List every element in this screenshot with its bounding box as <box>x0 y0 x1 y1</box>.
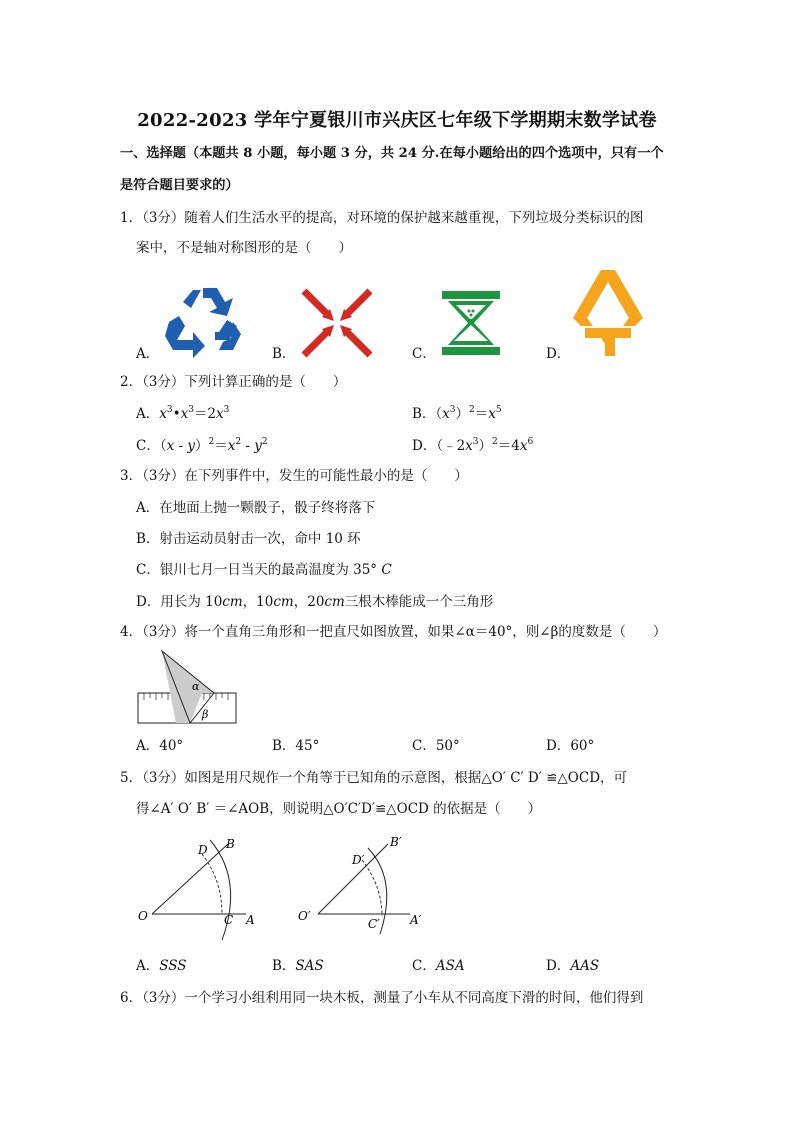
section-heading-line1: 一、选择题（本题共 8 小题，每小题 3 分，共 24 分.在每小题给出的四个选项中，只有一个 <box>120 146 664 161</box>
q5-option-d: D．AAS <box>546 958 600 974</box>
hourglass-icon <box>440 289 502 357</box>
q3-option-c: C．银川七月一日当天的最高温度为 35° C <box>136 562 392 578</box>
point-d-label: D <box>198 843 208 857</box>
q6-stem-line1: 6．（3分）一个学习小组利用同一块木板，测量了小车从不同高度下滑的时间，他们得到 <box>120 990 644 1006</box>
q2-option-b: B．$(x^3)^2=x^5$ <box>412 405 502 422</box>
page-title: 2022-2023 学年宁夏银川市兴庆区七年级下学期期末数学试卷 <box>137 110 657 131</box>
recycle-icon <box>163 282 243 358</box>
q2-option-c: C．$(x - y)^2=x^2 - y^2$ <box>136 437 268 454</box>
q4-stem: 4．（3分）将一个直角三角形和一把直尺如图放置，如果∠α＝40°，则∠β的度数是（ ） <box>120 624 667 640</box>
triangle-ruler-figure <box>136 648 240 726</box>
q5-stem-line2: 得∠A′ O′ B′ ＝∠AOB，则说明△O′C′D′≌△OCD 的依据是（ ） <box>136 801 542 817</box>
inward-arrows-icon <box>300 287 374 359</box>
point-c-prime-label: C′ <box>368 917 380 931</box>
point-o-prime-label: O′ <box>298 909 311 923</box>
q3-stem: 3．（3分）在下列事件中，发生的可能性最小的是（ ） <box>120 468 468 484</box>
q2-stem: 2．（3分）下列计算正确的是（ ） <box>120 374 347 390</box>
q2-option-d: D．$(﹣2x^3)^2=4x^6$ <box>412 437 534 454</box>
angle-construction-figure-1 <box>134 830 264 942</box>
angle-construction-figure-2 <box>294 830 434 942</box>
q2-option-a: A．$x^3•x^3=2x^3$ <box>136 405 230 422</box>
q1-stem-line2: 案中，不是轴对称图形的是（ ） <box>136 240 352 256</box>
triangle-arrows-icon <box>571 268 645 358</box>
q3-option-b: B．射击运动员射击一次，命中 10 环 <box>136 531 361 547</box>
alpha-label: α <box>192 680 200 693</box>
q1-stem-line1: 1．（3分）随着人们生活水平的提高，对环境的保护越来越重视，下列垃圾分类标识的图 <box>120 210 644 226</box>
point-o-label: O <box>138 909 148 923</box>
q5-option-b: B．SAS <box>272 958 324 974</box>
q5-option-a: A．SSS <box>136 958 187 974</box>
q4-option-a: A．40° <box>136 738 184 754</box>
point-a-prime-label: A′ <box>410 913 422 927</box>
q3-option-a: A．在地面上抛一颗骰子，骰子终将落下 <box>136 500 376 516</box>
q5-option-c: C．ASA <box>412 958 465 974</box>
q1-option-b-label: B． <box>272 346 296 362</box>
point-a-label: A <box>246 913 255 927</box>
q1-option-c-label: C． <box>412 346 436 362</box>
q3-option-d: D．用长为 10cm，10cm，20cm三根木棒能成一个三角形 <box>136 594 494 610</box>
point-d-prime-label: D′ <box>352 853 365 867</box>
q4-option-b: B．45° <box>272 738 320 754</box>
section-heading-line2: 是符合题目要求的） <box>120 178 239 193</box>
q4-option-c: C．50° <box>412 738 460 754</box>
q1-option-a-label: A． <box>136 346 160 362</box>
point-b-prime-label: B′ <box>390 835 402 849</box>
point-b-label: B <box>226 837 235 851</box>
q5-stem-line1: 5．（3分）如图是用尺规作一个角等于已知角的示意图，根据△O′ C′ D′ ≌△OCD，可 <box>120 770 628 786</box>
q1-option-d-label: D． <box>546 346 571 362</box>
beta-label: β <box>202 708 209 721</box>
q4-option-d: D．60° <box>546 738 595 754</box>
point-c-label: C <box>224 913 234 927</box>
